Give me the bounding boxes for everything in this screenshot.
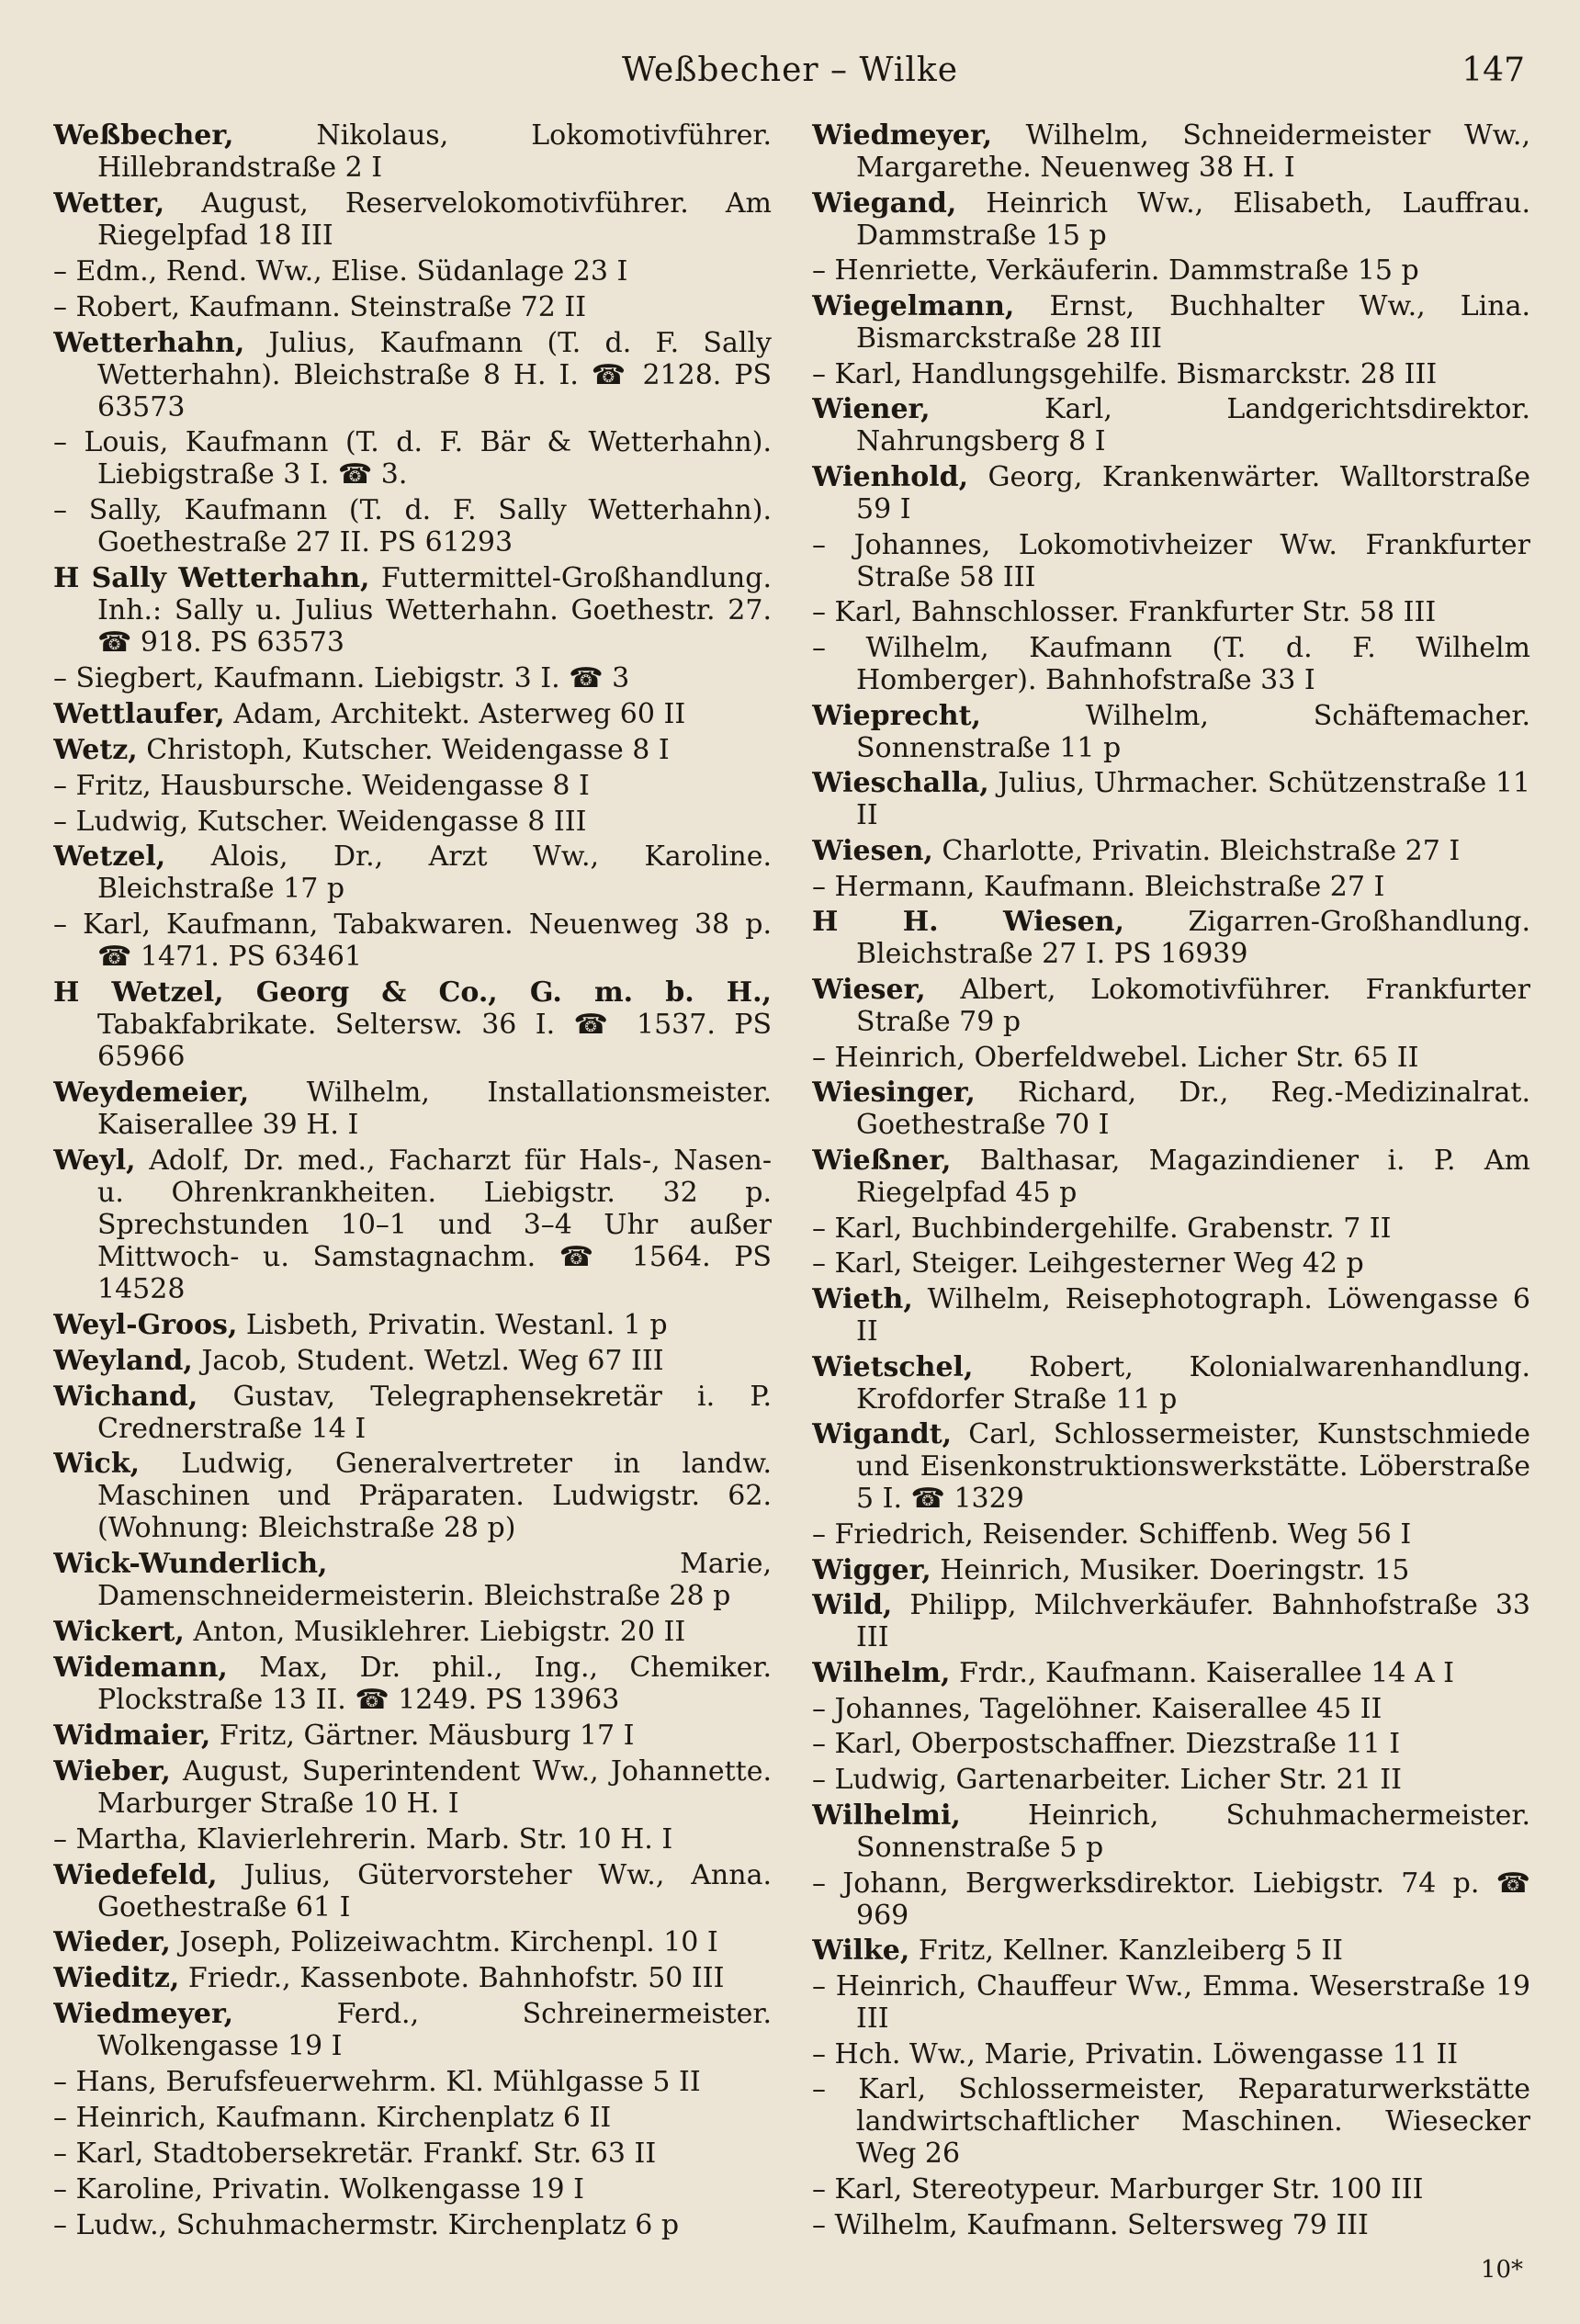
directory-entry [812,2038,1530,2070]
directory-entry [53,426,772,491]
entry-details: – Edm., Rend. Ww., Elise. Südanlage 23 I [53,254,628,288]
entry-surname: Wieder, [53,1926,171,1959]
directory-entry [812,2173,1530,2206]
entry-details: August, Reservelokomotivführer. Am Riegelpfad 18 III [97,186,772,252]
directory-entry [53,119,772,184]
directory-entry [812,254,1530,287]
entry-details: Max, Dr. phil., Ing., Chemiker. Plockstraße 13 II. ☎ 1249. PS 13963 [97,1652,772,1716]
entry-surname: H Wetzel, Georg & Co., G. m. b. H., [53,976,772,1010]
entry-details: Georg, Krankenwärter. Walltorstraße 59 I [856,461,1530,526]
directory-entry [812,2209,1530,2241]
entry-details: Karl, Landgerichtsdirektor. Nahrungsberg 8 I [856,393,1530,458]
directory-entry [812,1728,1530,1760]
page-number: 147 [1462,51,1525,89]
directory-entry [53,662,772,694]
directory-entry [53,840,772,905]
entry-surname: Wiesinger, [812,1077,976,1110]
entry-details: – Karl, Buchbindergehilfe. Grabenstr. 7 II [812,1212,1392,1245]
directory-entry [53,562,772,659]
directory-entry [53,1926,772,1958]
directory-entry [812,1935,1530,1967]
entry-surname: Wigandt, [812,1418,953,1451]
entry-surname: Wiedefeld, [53,1858,218,1891]
directory-entry [53,1077,772,1141]
entry-details: Balthasar, Magazindiener i. P. Am Riegelpfad 45 p [856,1145,1530,1210]
directory-entry [812,1213,1530,1245]
entry-details: Friedr., Kassenbote. Bahnhofstr. 50 III [179,1962,725,1995]
directory-entry [53,1823,772,1856]
entry-details: – Karl, Stereotypeur. Marburger Str. 100 III [812,2172,1424,2206]
running-header [55,46,1525,105]
entry-details: – Martha, Klavierlehrerin. Marb. Str. 10 H. I [53,1822,673,1856]
directory-entry [53,806,772,838]
entry-surname: Wiener, [812,393,931,426]
directory-entry [53,1448,772,1544]
entry-details: Ferd., Schreinermeister. Wolkengasse 19 I [97,1998,772,2063]
entry-surname: Wick-Wunderlich, [53,1548,328,1581]
directory-entry [812,700,1530,764]
entry-surname: Wilhelm, [812,1657,951,1690]
directory-entry [53,1962,772,1994]
entry-details: – Heinrich, Chauffeur Ww., Emma. Weserstraße 19 III [812,1969,1530,2035]
directory-entry [812,1867,1530,1932]
entry-details: Adolf, Dr. med., Facharzt für Hals-, Nasen- u. Ohrenkrankheiten. Liebigstr. 32 p. Sprechstunden 10–1 und 3–4 Uhr außer Mittwoch- u. Samstagnachm. ☎ 1564. PS 14528 [97,1144,772,1305]
directory-entry [53,187,772,252]
entry-details: Frdr., Kaufmann. Kaiserallee 14 A I [950,1657,1455,1690]
entry-surname: Wild, [812,1589,893,1622]
entry-surname: Wiedmeyer, [53,1998,234,2031]
entry-details: Anton, Musiklehrer. Liebigstr. 20 II [184,1616,686,1649]
entry-details: Adam, Architekt. Asterweg 60 II [224,697,686,730]
entry-surname: Weydemeier, [53,1077,250,1109]
entry-details: – Robert, Kaufmann. Steinstraße 72 II [53,290,587,323]
entry-surname: Wieser, [812,974,926,1007]
directory-entry [812,290,1530,355]
entry-details: – Heinrich, Kaufmann. Kirchenplatz 6 II [53,2101,612,2134]
entry-surname: Widemann, [53,1652,228,1684]
entry-surname: Wilke, [812,1935,910,1968]
entry-details: Carl, Schlossermeister, Kunstschmiede und Eisenkonstruktionswerkstätte. Löberstraße 5 I. ☎ 1329 [856,1418,1530,1516]
directory-entry [812,1657,1530,1689]
entry-surname: H Sally Wetterhahn, [53,562,370,595]
entry-details: Gustav, Telegraphensekretär i. P. Crednerstraße 14 I [97,1380,772,1445]
entry-details: Ernst, Buchhalter Ww., Lina. Bismarckstraße 28 III [856,290,1530,355]
directory-entry [53,2173,772,2206]
directory-entry [53,1345,772,1377]
entry-details: Heinrich, Schuhmachermeister. Sonnenstraße 5 p [856,1799,1530,1864]
directory-entry [53,1755,772,1820]
directory-entry [53,1998,772,2062]
entry-surname: Weßbecher, [53,119,234,152]
directory-entry [812,974,1530,1038]
entry-details: Tabakfabrikate. Seltersw. 36 I. ☎ 1537. PS 65966 [97,1009,772,1074]
entry-details: Albert, Lokomotivführer. Frankfurter Straße 79 p [856,974,1530,1039]
directory-entry [812,1042,1530,1074]
directory-entry [53,698,772,730]
directory-entry [812,1970,1530,2035]
entry-details: – Karl, Schlossermeister, Reparaturwerkstätte landwirtschaftlicher Maschinen. Wiesecker Weg 26 [812,2073,1530,2171]
entry-surname: Wiegelmann, [812,290,1015,323]
entry-surname: Weyl-Groos, [53,1308,238,1341]
left-column [53,119,772,2241]
entry-details: Marie, Damenschneidermeisterin. Bleichstraße 28 p [97,1548,772,1613]
directory-entry [812,906,1530,970]
directory-entry [812,1077,1530,1141]
entry-details: – Wilhelm, Kaufmann. Seltersweg 79 III [812,2208,1369,2241]
entry-details: – Wilhelm, Kaufmann (T. d. F. Wilhelm Homberger). Bahnhofstraße 33 I [812,632,1530,697]
directory-entry [53,1381,772,1445]
directory-entry [812,461,1530,525]
directory-entry [812,1693,1530,1725]
entry-details: – Johannes, Lokomotivheizer Ww. Frankfurter Straße 58 III [812,528,1530,593]
entry-details: – Karl, Steiger. Leihgesterner Weg 42 p [812,1247,1364,1280]
directory-entry [812,1247,1530,1280]
directory-entry [812,767,1530,831]
entry-details: – Fritz, Hausbursche. Weidengasse 8 I [53,769,590,802]
entry-surname: Wieschalla, [812,767,989,800]
entry-details: Wilhelm, Installationsmeister. Kaiserallee 39 H. I [97,1077,772,1141]
directory-entry [53,2102,772,2134]
directory-entry [53,908,772,973]
entry-surname: Weyland, [53,1344,193,1377]
directory-entry [812,596,1530,628]
entry-details: – Karl, Oberpostschaffner. Diezstraße 11 I [812,1728,1401,1761]
entry-details: Julius, Kaufmann (T. d. F. Sally Wetterhahn). Bleichstraße 8 H. I. ☎ 2128. PS 63573 [97,326,772,423]
entry-details: – Sally, Kaufmann (T. d. F. Sally Wetterhahn). Goethestraße 27 II. PS 61293 [53,494,772,559]
entry-surname: Wigger, [812,1553,931,1586]
directory-entry [812,187,1530,252]
entry-surname: Wettlaufer, [53,697,225,730]
directory-entry [53,2066,772,2098]
entry-details: Wilhelm, Schäftemacher. Sonnenstraße 11 p [856,699,1530,764]
directory-entry [53,976,772,1073]
entry-details: Heinrich Ww., Elisabeth, Lauffrau. Dammstraße 15 p [856,186,1530,252]
entry-details: Zigarren-Großhandlung. Bleichstraße 27 I. PS 16939 [856,906,1530,971]
directory-entry [53,1145,772,1305]
entry-details: Nikolaus, Lokomotivführer. Hillebrandstraße 2 I [97,119,772,184]
entry-details: – Ludwig, Kutscher. Weidengasse 8 III [53,805,587,838]
directory-entry [812,1145,1530,1209]
directory-entry [812,358,1530,390]
directory-entry [53,1548,772,1612]
entry-details: Wilhelm, Reisephotograph. Löwengasse 6 II [856,1283,1530,1348]
entry-details: – Heinrich, Oberfeldwebel. Licher Str. 65 II [812,1041,1419,1074]
entry-surname: Wieber, [53,1754,171,1788]
directory-entry [53,255,772,288]
directory-entry [812,119,1530,184]
directory-entry [53,2138,772,2170]
directory-entry [53,2209,772,2241]
entry-details: Ludwig, Generalvertreter in landw. Maschinen und Präparaten. Ludwigstr. 62. (Wohnung: Bleichstraße 28 p) [97,1448,772,1545]
directory-columns [53,119,1530,2241]
directory-entry [812,529,1530,593]
entry-details: Richard, Dr., Reg.-Medizinalrat. Goethestraße 70 I [856,1077,1530,1142]
entry-surname: Wilhelmi, [812,1799,961,1832]
entry-details: August, Superintendent Ww., Johannette. Marburger Straße 10 H. I [97,1754,772,1820]
directory-entry [812,1554,1530,1586]
directory-entry [812,1799,1530,1864]
entry-details: Lisbeth, Privatin. Westanl. 1 p [237,1308,668,1341]
entry-details: – Henriette, Verkäuferin. Dammstraße 15 p [812,254,1419,288]
entry-details: Philipp, Milchverkäufer. Bahnhofstraße 33 III [856,1589,1530,1654]
entry-details: – Karl, Stadtobersekretär. Frankf. Str. 63 II [53,2137,657,2170]
entry-details: Fritz, Kellner. Kanzleiberg 5 II [909,1935,1343,1968]
entry-surname: Wichand, [53,1380,198,1413]
directory-entry [53,1859,772,1924]
entry-surname: Wieth, [812,1283,913,1316]
directory-entry [812,2073,1530,2170]
directory-entry [812,1764,1530,1796]
directory-entry [53,1616,772,1648]
entry-details: Robert, Kolonialwarenhandlung. Krofdorfer Straße 11 p [856,1350,1530,1416]
entry-details: – Friedrich, Reisender. Schiffenb. Weg 56 I [812,1518,1412,1551]
entry-details: – Karl, Bahnschlosser. Frankfurter Str. 58 III [812,596,1437,629]
directory-entry [53,1720,772,1752]
entry-details: Christoph, Kutscher. Weidengasse 8 I [137,733,670,766]
entry-details: Julius, Gütervorsteher Ww., Anna. Goethestraße 61 I [97,1858,772,1924]
entry-details: Alois, Dr., Arzt Ww., Karoline. Bleichstraße 17 p [97,840,772,906]
entry-surname: Wiedmeyer, [812,119,993,152]
entry-details: Heinrich, Musiker. Doeringstr. 15 [931,1553,1410,1586]
entry-details: Julius, Uhrmacher. Schützenstraße 11 II [856,767,1530,832]
entry-details: Joseph, Polizeiwachtm. Kirchenpl. 10 I [170,1926,718,1959]
entry-surname: Widmaier, [53,1719,211,1752]
entry-surname: Weyl, [53,1144,136,1177]
entry-details: – Siegbert, Kaufmann. Liebigstr. 3 I. ☎ 3 [53,662,630,694]
entry-details: Futtermittel-Großhandlung. Inh.: Sally u. Julius Wetterhahn. Goethestr. 27. ☎ 918. PS 63573 [97,562,772,660]
directory-entry [53,1309,772,1341]
entry-details: – Karl, Kaufmann, Tabakwaren. Neuenweg 38 p. ☎ 1471. PS 63461 [53,908,772,974]
entry-surname: Wiesen, [812,835,933,868]
directory-entry [53,770,772,802]
entry-details: – Hch. Ww., Marie, Privatin. Löwengasse 11 II [812,2037,1459,2070]
directory-entry [53,291,772,323]
directory-entry [53,734,772,766]
entry-surname: Wetz, [53,733,138,766]
entry-surname: Wickert, [53,1616,185,1649]
right-column [812,119,1530,2241]
entry-details: – Louis, Kaufmann (T. d. F. Bär & Wetterhahn). Liebigstraße 3 I. ☎ 3. [53,426,772,491]
entry-details: – Karoline, Privatin. Wolkengasse 19 I [53,2172,585,2206]
entry-details: Fritz, Gärtner. Mäusburg 17 I [210,1719,635,1752]
entry-surname: H H. Wiesen, [812,906,1124,939]
printer-signature: 10* [1480,2256,1523,2284]
entry-details: Charlotte, Privatin. Bleichstraße 27 I [932,835,1461,868]
entry-surname: Wetter, [53,186,165,220]
page-title: Weßbecher – Wilke [621,51,959,89]
directory-entry [812,632,1530,696]
directory-entry [812,1418,1530,1515]
entry-surname: Wießner, [812,1145,952,1178]
entry-surname: Wick, [53,1448,141,1481]
entry-details: – Johannes, Tagelöhner. Kaiserallee 45 II [812,1692,1382,1725]
entry-details: Wilhelm, Schneidermeister Ww., Margarethe. Neuenweg 38 H. I [856,119,1530,184]
directory-entry [812,393,1530,457]
directory-entry [53,1652,772,1716]
directory-entry [812,1589,1530,1653]
directory-entry [812,1518,1530,1551]
entry-surname: Wieditz, [53,1962,180,1995]
entry-details: – Karl, Handlungsgehilfe. Bismarckstr. 28 III [812,357,1438,390]
entry-surname: Wieprecht, [812,699,981,732]
entry-surname: Wetzel, [53,840,166,874]
directory-entry [53,327,772,423]
entry-details: – Ludwig, Gartenarbeiter. Licher Str. 21 II [812,1764,1402,1797]
directory-entry [812,1283,1530,1348]
directory-entry [812,1351,1530,1416]
entry-details: – Johann, Bergwerksdirektor. Liebigstr. 74 p. ☎ 969 [812,1867,1530,1932]
entry-surname: Wienhold, [812,461,969,494]
entry-details: Jacob, Student. Wetzl. Weg 67 III [192,1344,664,1377]
directory-entry [53,494,772,558]
entry-details: – Hans, Berufsfeuerwehrm. Kl. Mühlgasse 5 II [53,2066,701,2098]
entry-surname: Wetterhahn, [53,326,245,359]
directory-entry [812,871,1530,903]
entry-surname: Wietschel, [812,1350,974,1383]
entry-details: – Ludw., Schuhmachermstr. Kirchenplatz 6 p [53,2208,680,2241]
entry-details: – Hermann, Kaufmann. Bleichstraße 27 I [812,870,1385,903]
entry-surname: Wiegand, [812,186,957,220]
directory-entry [812,835,1530,867]
